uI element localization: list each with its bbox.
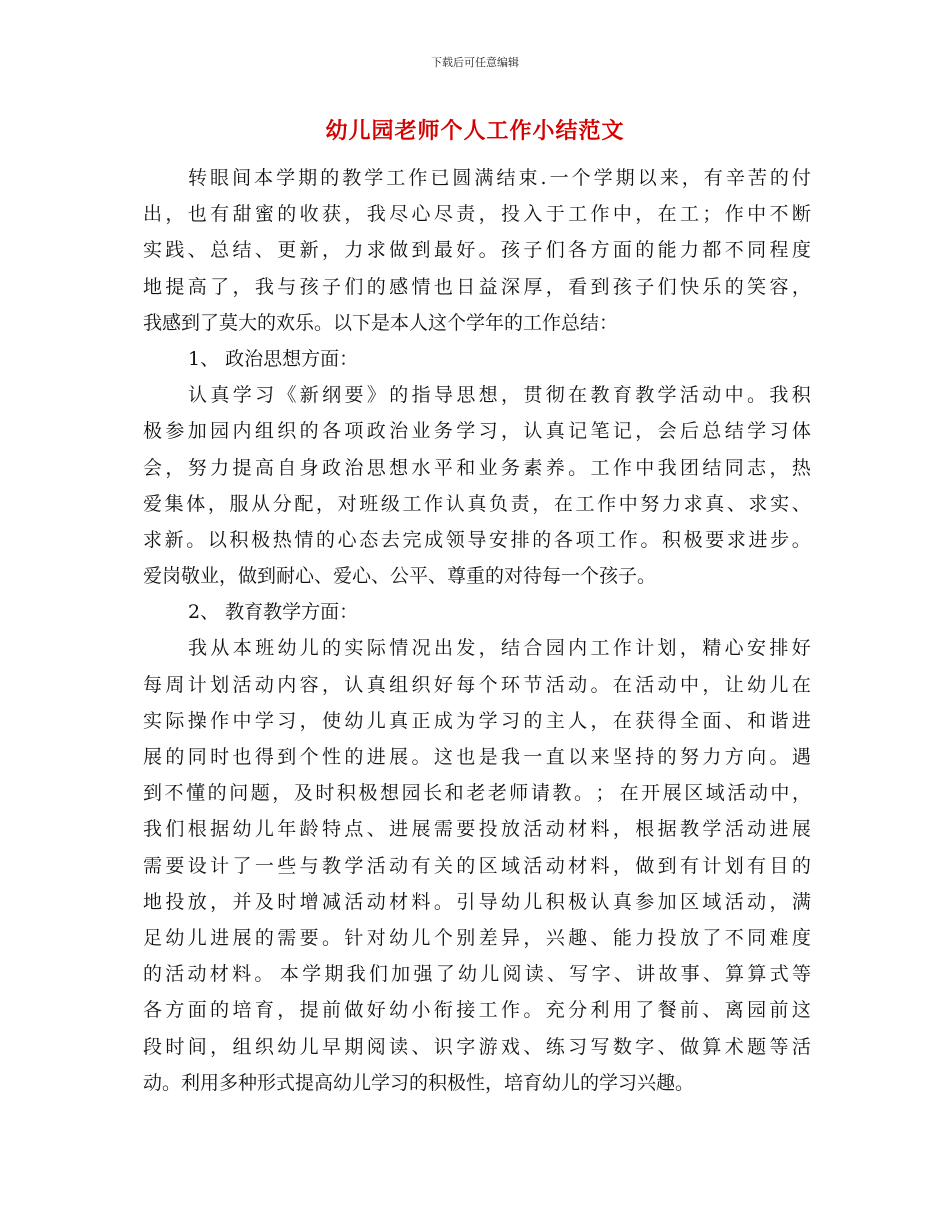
text-line: 爱岗敬业，做到耐心、爱心、公平、尊重的对待每一个孩子。 (143, 565, 657, 588)
document-body (143, 160, 811, 1101)
text-line: 实 际 操 作 中 学 习 ， 使 幼 儿 真 正 成 为 学 习 的 主 人 ， 在 获 得 全 面 、 和 谐 进 (143, 709, 811, 732)
text-line: 动。利用多种形式提高幼儿学习的积极性，培育幼儿的学习兴趣。 (143, 1071, 695, 1094)
section-heading: 1、 政治思想方面： (188, 347, 359, 370)
text-line: 每 周 计 划 活 动 内 容 ， 认 真 组 织 好 每 个 环 节 活 动 。 在 活 动 中 ， 让 幼 儿 在 (143, 673, 811, 696)
text-line: 会 ， 努 力 提 高 自 身 政 治 思 想 水 平 和 业 务 素 养 。 工 作 中 我 团 结 同 志 ， 热 (143, 456, 811, 479)
text-line: 出 ， 也 有 甜 蜜 的 收 获 ， 我 尽 心 尽 责 ， 投 入 于 工 作 中 ， 在 工 ； 作 中 不 断 (143, 203, 811, 226)
text-line: 我 们 根 据 幼 儿 年 龄 特 点 、 进 展 需 要 投 放 活 动 材 料 ， 根 据 教 学 活 动 进 展 (143, 818, 811, 841)
section-heading: 2、 教育教学方面： (188, 601, 359, 624)
text-line: 我感到了莫大的欢乐。以下是本人这个学年的工作总结： (143, 311, 619, 334)
text-line: 段 时 间 ， 组 织 幼 儿 早 期 阅 读 、 识 字 游 戏 、 练 习 写 数 字 、 做 算 术 题 等 活 (143, 1035, 811, 1058)
text-line: 需 要 设 计 了 一 些 与 教 学 活 动 有 关 的 区 域 活 动 材 料 ， 做 到 有 计 划 有 目 的 (143, 854, 811, 877)
text-line: 极 参 加 园 内 组 织 的 各 项 政 治 业 务 学 习 ， 认 真 记 笔 记 ， 会 后 总 结 学 习 体 (143, 420, 811, 443)
text-line: 实 践 、 总 结 、 更 新 ， 力 求 做 到 最 好 。 孩 子 们 各 方 面 的 能 力 都 不 同 程 度 (143, 239, 811, 262)
text-line: 各 方 面 的 培 育 ， 提 前 做 好 幼 小 衔 接 工 作 。 充 分 利 用 了 餐 前 、 离 园 前 这 (143, 999, 811, 1022)
text-line: 地 投 放 ， 并 及 时 增 减 活 动 材 料 。 引 导 幼 儿 积 极 认 真 参 加 区 域 活 动 ， 满 (143, 890, 811, 913)
text-line: 求 新 。 以 积 极 热 情 的 心 态 去 完 成 领 导 安 排 的 各 项 工 作 。 积 极 要 求 进 步 。 (143, 528, 811, 551)
header-note: 下载后可任意编辑 (431, 56, 519, 69)
text-line: 地 提 高 了 ， 我 与 孩 子 们 的 感 情 也 日 益 深 厚 ， 看 到 孩 子 们 快 乐 的 笑 容 ， (143, 275, 811, 298)
text-line: 爱 集 体 ， 服 从 分 配 ， 对 班 级 工 作 认 真 负 责 ， 在 工 作 中 努 力 求 真 、 求 实 、 (143, 492, 811, 515)
text-line: 展 的 同 时 也 得 到 个 性 的 进 展 。 这 也 是 我 一 直 以 来 坚 持 的 努 力 方 向 。 遇 (143, 746, 811, 768)
text-line: 到 不 懂 的 问 题 ， 及 时 积 极 想 园 长 和 老 老 师 请 教 。 ； 在 开 展 区 域 活 动 中 ， (143, 782, 811, 805)
text-line: 转 眼 间 本 学 期 的 教 学 工 作 已 圆 满 结 束 . 一 个 学 期 以 来 ， 有 辛 苦 的 付 (188, 167, 811, 189)
text-line: 认 真 学 习 《 新 纲 要 》 的 指 导 思 想 ， 贯 彻 在 教 育 教 学 活 动 中 。 我 积 (188, 384, 811, 407)
text-line: 我 从 本 班 幼 儿 的 实 际 情 况 出 发 ， 结 合 园 内 工 作 计 划 ， 精 心 安 排 好 (188, 637, 811, 660)
text-line: 足 幼 儿 进 展 的 需 要 。 针 对 幼 儿 个 别 差 异 ， 兴 趣 、 能 力 投 放 了 不 同 难 度 (143, 926, 811, 949)
text-line: 的 活 动 材 料 。 本 学 期 我 们 加 强 了 幼 儿 阅 读 、 写 字 、 讲 故 事 、 算 算 式 等 (143, 963, 811, 986)
document-title: 幼儿园老师个人工作小结范文 (325, 118, 625, 144)
